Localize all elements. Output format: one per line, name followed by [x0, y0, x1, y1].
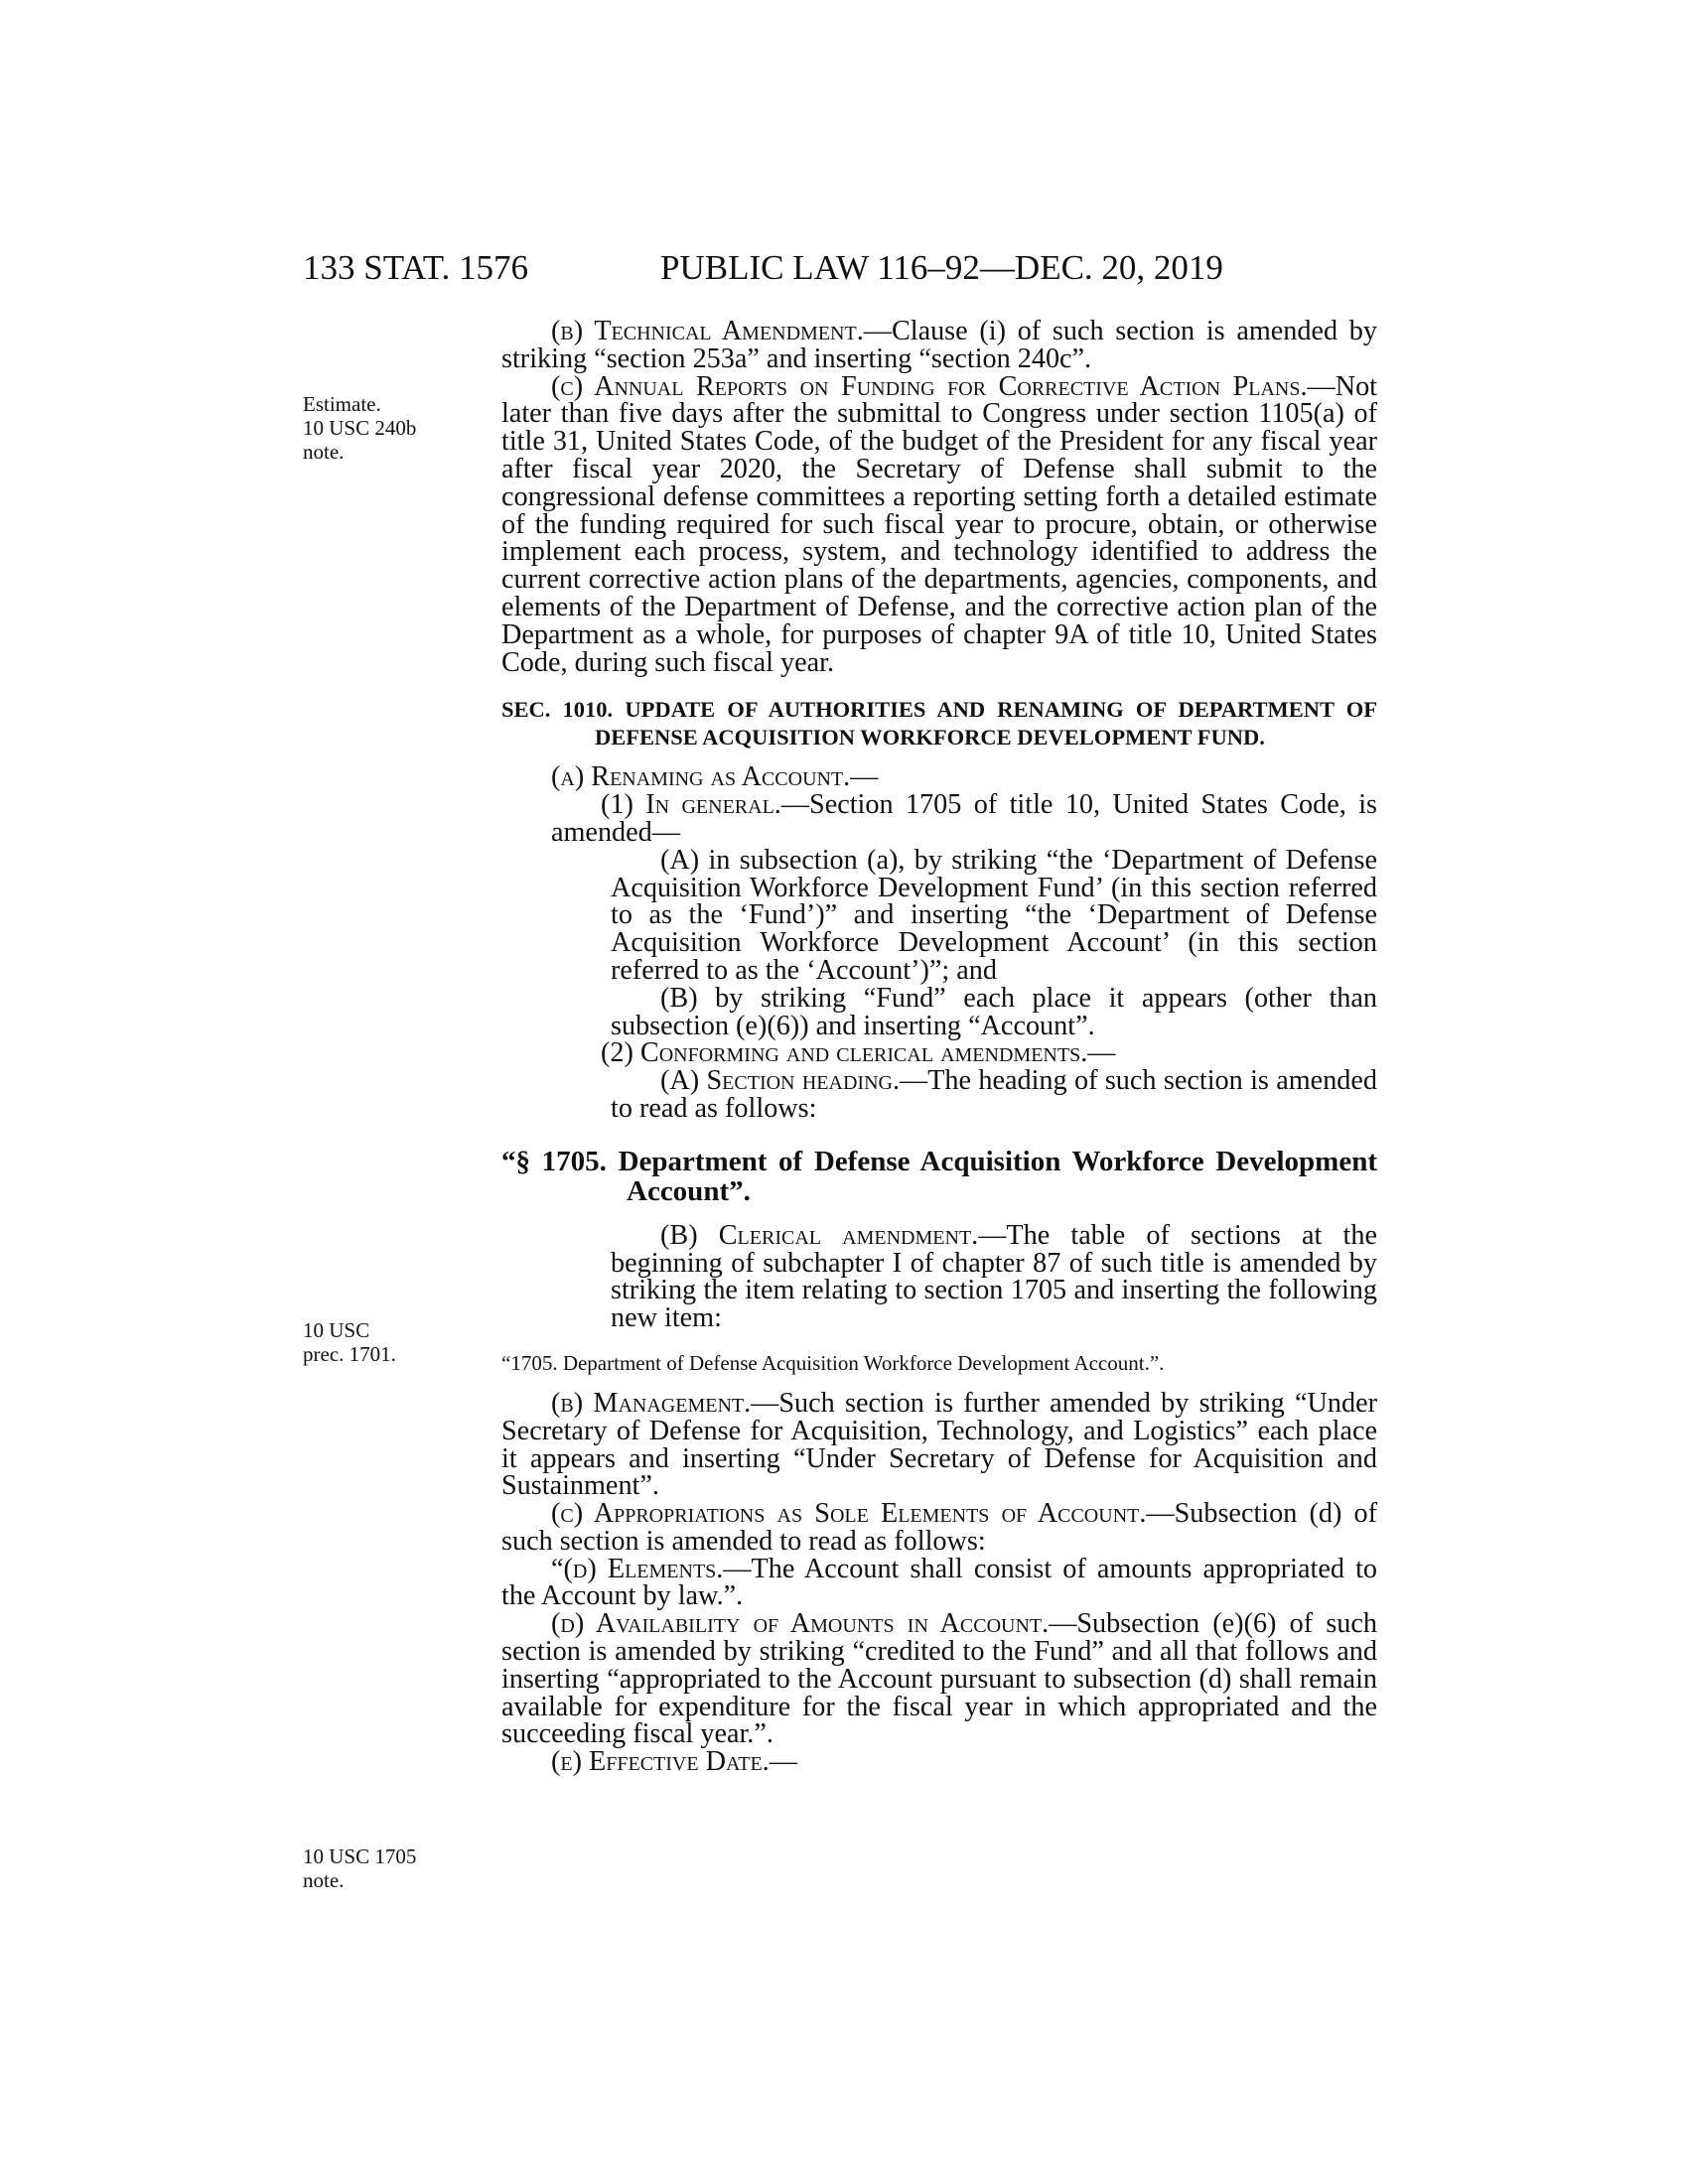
subsection-heading: (c) Appropriations as Sole Elements of Account.: [551, 1498, 1147, 1530]
paragraph-text: —Not later than five days after the submittal to Congress under section 1105(a) of title 31, United States Code, of the budget of the President for any fiscal year after fiscal year 2020, the Secretary of Defense shall submit to the congressional defense committees a reporting setting forth a detailed estimate of the funding required for such fiscal year to procure, obtain, or otherwise implement each process, system, and technology identified to address the current corrective action plans of the departments, agencies, components, and elements of the Department of Defense, and the corrective action plan of the Department as a whole, for purposes of chapter 9A of title 10, United States Code, during such fiscal year.: [501, 370, 1377, 678]
paragraph-annual-reports: [501, 370, 1377, 678]
paragraph-text: —The Account shall consist of amounts appropriated to the Account by law.”.: [501, 1553, 1377, 1612]
document-body: [501, 318, 1377, 1776]
paragraph-subsection-a-amendment: (A) in subsection (a), by striking “the ‘Department of Defense Acquisition Workforce Development Fund’ (in this section referred to as the ‘Fund’)” and inserting “the ‘Department of Defense Acquisition Workforce Development Account’ (in this section referred to as the ‘Account’)”; and: [611, 844, 1377, 986]
margin-note-line: 10 USC 1705: [303, 1844, 417, 1868]
table-of-sections-item: “1705. Department of Defense Acquisition Workforce Development Account.”.: [501, 1350, 1165, 1375]
paragraph-elements-quote: [501, 1553, 1377, 1612]
paragraph-text: —Such section is further amended by striking “Under Secretary of Defense for Acquisition, Technology, and Logistics” each place it appears and inserting “Under Secretary of Defense for Acquisition and Sustainment”.: [501, 1387, 1378, 1502]
paragraph-text: —The table of sections at the beginning of subchapter I of chapter 87 of such title is amended by striking the item relating to section 1705 and inserting the following new item:: [611, 1219, 1377, 1334]
margin-note-line: Estimate.: [303, 392, 381, 416]
paragraph-section-heading: [501, 1067, 1377, 1123]
margin-note-1705-note: [303, 1844, 416, 1892]
stat-citation: 133 STAT. 1576: [303, 248, 528, 287]
margin-note-line: 10 USC: [303, 1318, 370, 1342]
subsection-heading: (A) Section heading.: [660, 1065, 901, 1097]
em-dash: —: [769, 1746, 797, 1778]
margin-note-line: note.: [303, 1868, 345, 1892]
running-title: PUBLIC LAW 116–92—DEC. 20, 2019: [660, 248, 1223, 287]
paragraph-conforming-amendments: [501, 1039, 1377, 1067]
margin-note-line: prec. 1701.: [303, 1342, 396, 1366]
subsection-heading: (e) Effective Date.: [551, 1746, 770, 1778]
subsection-heading: (a) Renaming as Account.: [551, 761, 851, 793]
paragraph-technical-amendment: [501, 318, 1377, 373]
subsection-heading: (B) Clerical amendment.: [660, 1219, 979, 1251]
paragraph-clerical-amendment: [501, 1219, 1377, 1334]
subsection-heading: (2) Conforming and clerical amendments.: [601, 1037, 1088, 1069]
paragraph-renaming-as-account: [501, 763, 1377, 791]
em-dash: —: [1087, 1037, 1116, 1069]
subsection-heading: “(d) Elements.: [551, 1553, 724, 1584]
subsection-heading: (1) In general.: [601, 789, 781, 821]
section-1705-title: “§ 1705. Department of Defense Acquisition Workforce Development Account”.: [501, 1145, 1377, 1207]
paragraph-text: —The heading of such section is amended to read as follows:: [611, 1065, 1377, 1124]
section-1010-heading: SEC. 1010. UPDATE OF AUTHORITIES AND RENAMING OF DEPARTMENT OF DEFENSE ACQUISITION WORKFORCE DEVELOPMENT FUND.: [501, 697, 1377, 751]
paragraph-availability: [501, 1610, 1377, 1748]
margin-note-prec-1701: [303, 1318, 396, 1366]
margin-note-estimate: [303, 392, 416, 464]
paragraph-appropriations: [501, 1500, 1377, 1556]
paragraph-text: —Subsection (e)(6) of such section is amended by striking “credited to the Fund” and all that follows and inserting “appropriated to the Account pursuant to subsection (d) shall remain available for expenditure for the fiscal year in which appropriated and the succeeding fiscal year.”.: [501, 1608, 1377, 1750]
subsection-heading: (b) Technical Amendment.: [551, 316, 864, 346]
margin-note-line: 10 USC 240b: [303, 416, 417, 440]
paragraph-text: —Subsection (d) of such section is amended to read as follows:: [501, 1498, 1377, 1557]
paragraph-effective-date: [501, 1748, 1377, 1776]
paragraph-in-general: [501, 791, 1377, 847]
margin-note-line: note.: [303, 440, 345, 464]
em-dash: —: [850, 761, 879, 793]
paragraph-striking-fund: (B) by striking “Fund” each place it appears (other than subsection (e)(6)) and inserting “Account”.: [611, 982, 1377, 1041]
paragraph-text: —Section 1705 of title 10, United States Code, is amended—: [551, 789, 1377, 848]
subsection-heading: (d) Availability of Amounts in Account.: [551, 1608, 1050, 1640]
paragraph-management: [501, 1387, 1378, 1502]
paragraph-text: —Clause (i) of such section is amended by striking “section 253a” and inserting “section 240c”.: [501, 316, 1377, 374]
subsection-heading: (b) Management.: [551, 1387, 752, 1419]
subsection-heading: (c) Annual Reports on Funding for Corrective Action Plans.: [551, 370, 1308, 402]
